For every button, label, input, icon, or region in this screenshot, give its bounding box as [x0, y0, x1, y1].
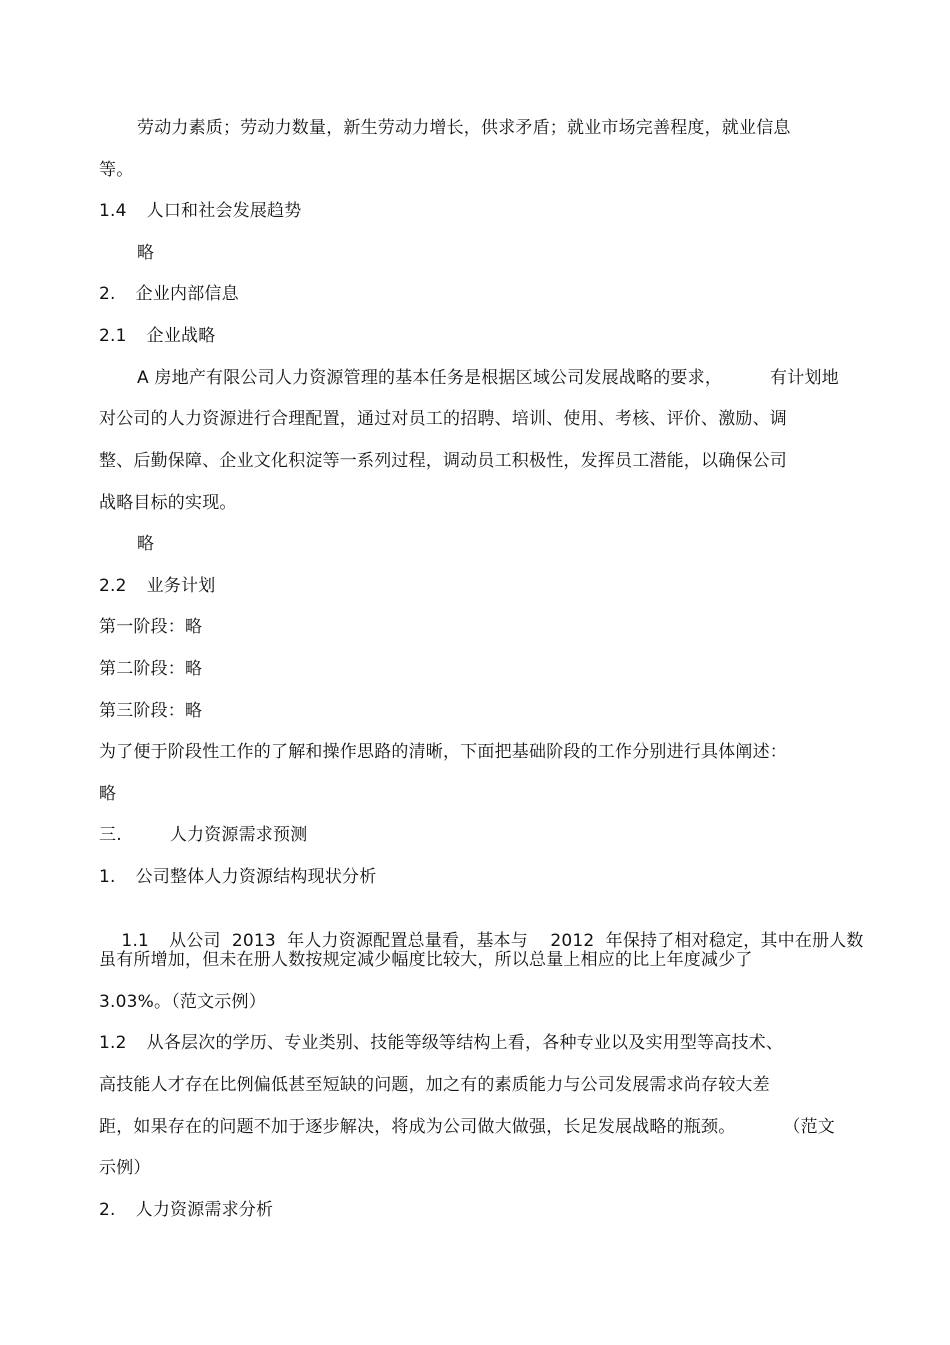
paragraph-line: 整、后勤保障、企业文化积淀等一系列过程，调动员工积极性，发挥员工潜能，以确保公司 — [99, 451, 787, 471]
section-title: 企业内部信息 — [135, 284, 239, 304]
section-title: 公司整体人力资源结构现状分析 — [135, 867, 377, 887]
paragraph-line: 对公司的人力资源进行合理配置，通过对员工的招聘、培训、使用、考核、评价、激励、调 — [99, 409, 787, 429]
section-number: 1.2 — [99, 1033, 127, 1053]
section-title: 人力资源需求分析 — [135, 1200, 274, 1220]
section-number: 三. — [99, 825, 122, 845]
section-heading-3 — [99, 824, 307, 846]
section-number: 1. — [99, 867, 116, 887]
text-run: 距，如果存在的问题不加于逐步解决，将成为公司做大做强，长足发展战略的瓶颈。 — [99, 1117, 736, 1137]
paragraph-line: 高技能人才存在比例偏低甚至短缺的问题，加之有的素质能力与公司发展需求尚存较大差 — [99, 1075, 770, 1095]
section-title: 业务计划 — [146, 576, 216, 596]
paragraph-line — [99, 1116, 835, 1138]
text-run: 从各层次的学历、专业类别、技能等级等结构上看，各种专业以及实用型等高技术、 — [146, 1033, 784, 1053]
paragraph-line: 等。 — [99, 160, 134, 180]
paragraph-line: 第三阶段：略 — [99, 701, 203, 721]
paragraph-line: 示例） — [99, 1158, 151, 1178]
paragraph-line: 为了便于阶段性工作的了解和操作思路的清晰，下面把基础阶段的工作分别进行具体阐述： — [99, 742, 787, 762]
section-number: 1.4 — [99, 201, 127, 221]
section-heading-2 — [99, 283, 239, 305]
section-number: 2.2 — [99, 576, 127, 596]
section-number: 2. — [99, 1200, 116, 1220]
paragraph-line: 战略目标的实现。 — [99, 493, 237, 513]
section-number: 2. — [99, 284, 116, 304]
paragraph-line: 第一阶段：略 — [99, 617, 203, 637]
section-heading-2-2 — [99, 575, 215, 597]
text-run: 有计划地 — [770, 368, 839, 388]
section-title: 企业战略 — [146, 326, 216, 346]
paragraph-line: 略 — [99, 784, 117, 804]
section-heading-3-1 — [99, 866, 376, 888]
section-number: 2.1 — [99, 326, 127, 346]
section-heading-2-1 — [99, 325, 215, 347]
paragraph-line: 劳动力素质；劳动力数量，新生劳动力增长，供求矛盾；就业市场完善程度，就业信息 — [137, 118, 791, 138]
section-heading-3-2 — [99, 1199, 273, 1221]
paragraph-line: 略 — [137, 534, 155, 554]
text-run: 从公司 2013 年人力资源配置总量看，基本与 2012 年保持了相对稳定，其中在册人数 — [169, 931, 864, 951]
paragraph-line — [137, 367, 839, 389]
paragraph-line: 虽有所增加，但未在册人数按规定减少幅度比较大，所以总量上相应的比上年度减少了 — [99, 950, 753, 970]
section-number: 1.1 — [121, 931, 150, 951]
paragraph-line: 3.03%。（范文示例） — [99, 992, 266, 1012]
paragraph-line: 第二阶段：略 — [99, 659, 203, 679]
paragraph-line: 略 — [137, 243, 155, 263]
text-run: （范文 — [783, 1117, 836, 1137]
section-heading-1-4 — [99, 200, 301, 222]
section-title: 人口和社会发展趋势 — [146, 201, 302, 221]
text-run: A 房地产有限公司人力资源管理的基本任务是根据区域公司发展战略的要求， — [137, 368, 723, 388]
paragraph-line — [99, 1032, 783, 1054]
section-title: 人力资源需求预测 — [169, 825, 308, 845]
